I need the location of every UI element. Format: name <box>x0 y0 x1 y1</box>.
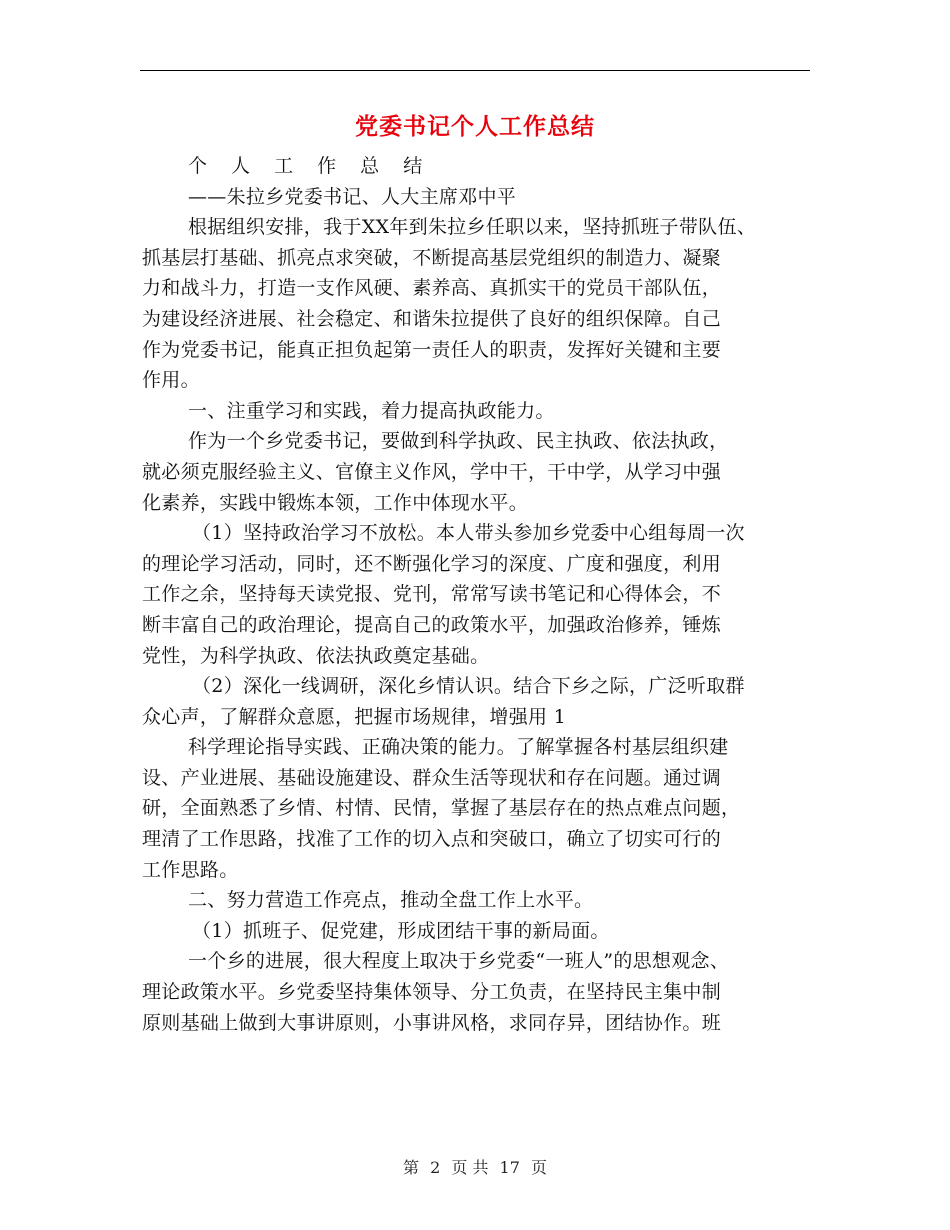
footer-middle: 页 共 <box>451 1158 489 1177</box>
paragraph-line: 断丰富自己的政治理论，提高自己的政策水平，加强政治修养，锤炼 <box>142 613 722 636</box>
document-title: 党委书记个人工作总结 <box>355 113 595 140</box>
paragraph-line: 工作思路。 <box>142 858 239 881</box>
paragraph-line: 理清了工作思路，找准了工作的切入点和突破口，确立了切实可行的 <box>142 828 722 851</box>
current-page-number: 2 <box>430 1158 441 1177</box>
paragraph-line: 化素养，实践中锻炼本领，工作中体现水平。 <box>142 491 529 514</box>
footer-suffix: 页 <box>531 1158 548 1177</box>
paragraph-line: 原则基础上做到大事讲原则，小事讲风格，求同存异，团结协作。班 <box>142 1011 722 1034</box>
page-footer <box>0 1155 950 1178</box>
paragraph-line: 作用。 <box>142 369 200 392</box>
section-heading: 一、注重学习和实践，着力提高执政能力。 <box>188 399 555 422</box>
paragraph-line: 理论政策水平。乡党委坚持集体领导、分工负责，在坚持民主集中制 <box>142 981 722 1004</box>
paragraph-line: 抓基层打基础、抓亮点求突破，不断提高基层党组织的制造力、凝聚 <box>142 246 722 269</box>
paragraph-line: 力和战斗力，打造一支作风硬、素养高、真抓实干的党员干部队伍， <box>142 277 722 300</box>
section-heading: 二、努力营造工作亮点，推动全盘工作上水平。 <box>188 889 594 912</box>
subtitle-line: 个 人 工 作 总 结 <box>188 155 432 177</box>
paragraph-line: 研，全面熟悉了乡情、村情、民情，掌握了基层存在的热点难点问题， <box>142 797 741 820</box>
total-pages-number: 17 <box>499 1158 520 1177</box>
paragraph-line: 为建设经济进展、社会稳定、和谐朱拉提供了良好的组织保障。自己 <box>142 307 722 330</box>
paragraph-line: 作为党委书记，能真正担负起第一责任人的职责，发挥好关键和主要 <box>142 338 722 361</box>
author-line: ——朱拉乡党委书记、人大主席邓中平 <box>188 185 517 208</box>
paragraph-line: 就必须克服经验主义、官僚主义作风，学中干，干中学，从学习中强 <box>142 460 722 483</box>
paragraph-line: 作为一个乡党委书记，要做到科学执政、民主执政、依法执政， <box>188 430 729 453</box>
paragraph-line: 科学理论指导实践、正确决策的能力。了解掌握各村基层组织建 <box>188 736 729 759</box>
document-body <box>142 151 818 1038</box>
paragraph-line: （2）深化一线调研，深化乡情认识。结合下乡之际，广泛听取群 <box>192 675 745 698</box>
paragraph-line: 众心声，了解群众意愿，把握市场规律，增强用 1 <box>142 705 567 728</box>
paragraph-line: 的理论学习活动，同时，还不断强化学习的深度、广度和强度，利用 <box>142 552 722 575</box>
paragraph-line: 党性，为科学执政、依法执政奠定基础。 <box>142 644 490 667</box>
header-rule <box>140 70 810 71</box>
footer-prefix: 第 <box>402 1158 419 1177</box>
subsection-heading: （1）抓班子、促党建，形成团结干事的新局面。 <box>192 919 610 942</box>
paragraph-line: 一个乡的进展，很大程度上取决于乡党委“一班人”的思想观念、 <box>188 950 730 973</box>
paragraph-line: 工作之余，坚持每天读党报、党刊，常常写读书笔记和心得体会，不 <box>142 583 722 606</box>
paragraph-line: 根据组织安排，我于XX年到朱拉乡任职以来，坚持抓班子带队伍、 <box>188 216 757 239</box>
paragraph-line: 设、产业进展、基础设施建设、群众生活等现状和存在问题。通过调 <box>142 766 722 789</box>
paragraph-line: （1）坚持政治学习不放松。本人带头参加乡党委中心组每周一次 <box>192 522 745 545</box>
